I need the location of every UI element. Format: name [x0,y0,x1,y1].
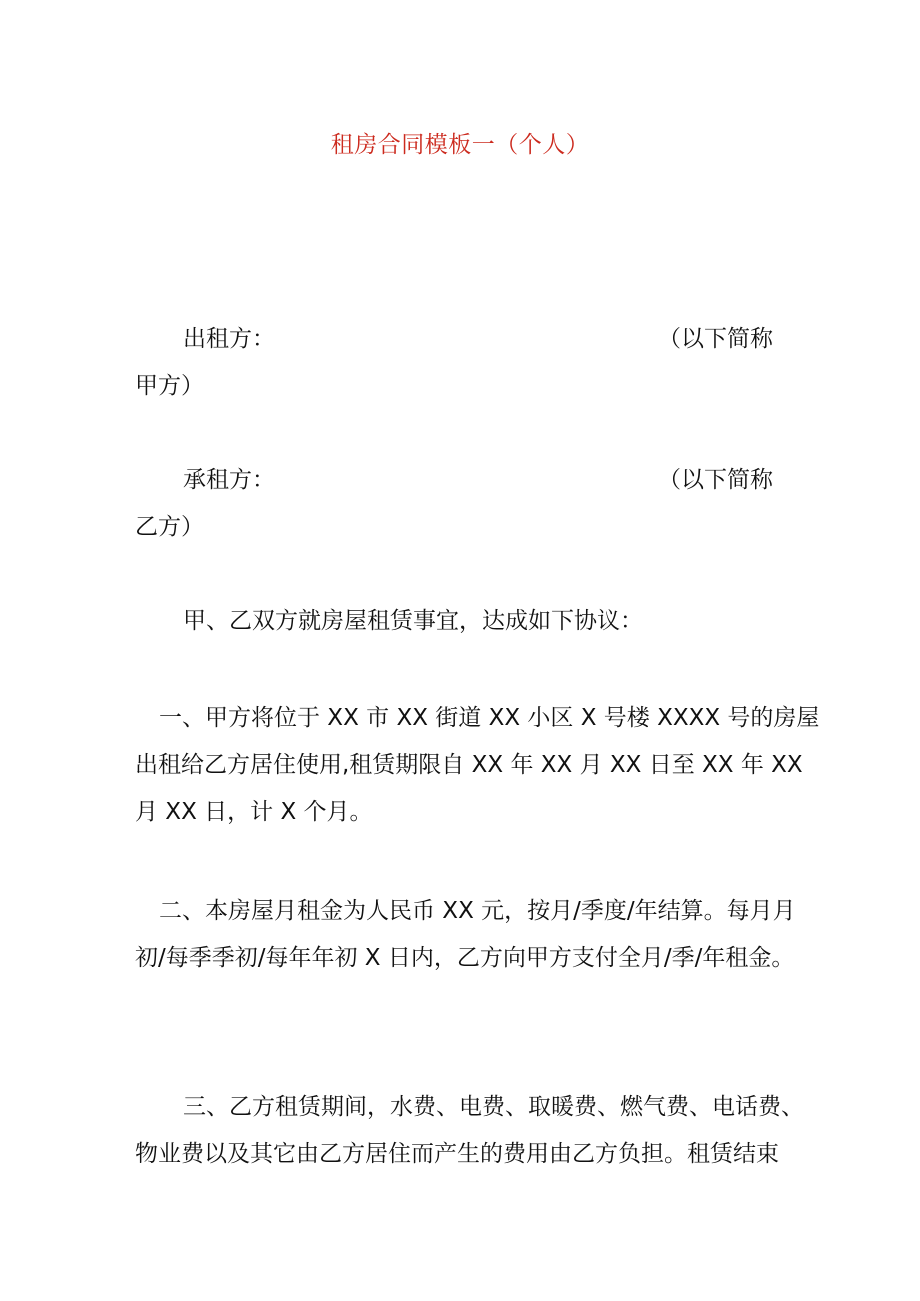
clause-2-line-1: 二、本房屋月租金为人民币 XX 元，按月/季度/年结算。每月月 [159,898,796,924]
clause-3-line-1: 三、乙方租赁期间，水费、电费、取暖费、燃气费、电话费、 [183,1094,804,1120]
lessee-note: （以下简称 [658,467,773,493]
agreement-intro: 甲、乙双方就房屋租赁事宜，达成如下协议： [183,608,643,634]
clause-2-line-2: 初/每季季初/每年年初 X 日内，乙方向甲方支付全月/季/年租金。 [135,945,795,971]
lessor-label: 出租方： [183,326,275,352]
lessor-note-continued: 甲方） [135,373,204,399]
clause-1-line-2: 出租给乙方居住使用,租赁期限自 XX 年 XX 月 XX 日至 XX 年 XX [135,752,803,778]
lessor-note: （以下简称 [658,326,773,352]
clause-3-line-2: 物业费以及其它由乙方居住而产生的费用由乙方负担。租赁结束 [135,1141,779,1167]
lessee-note-continued: 乙方） [135,514,204,540]
lessee-label: 承租方： [183,467,275,493]
clause-1-line-3: 月 XX 日，计 X 个月。 [135,799,373,825]
clause-1-line-1: 一、甲方将位于 XX 市 XX 街道 XX 小区 X 号楼 XXXX 号的房屋 [159,705,820,731]
document-title: 租房合同模板一（个人） [330,132,590,158]
